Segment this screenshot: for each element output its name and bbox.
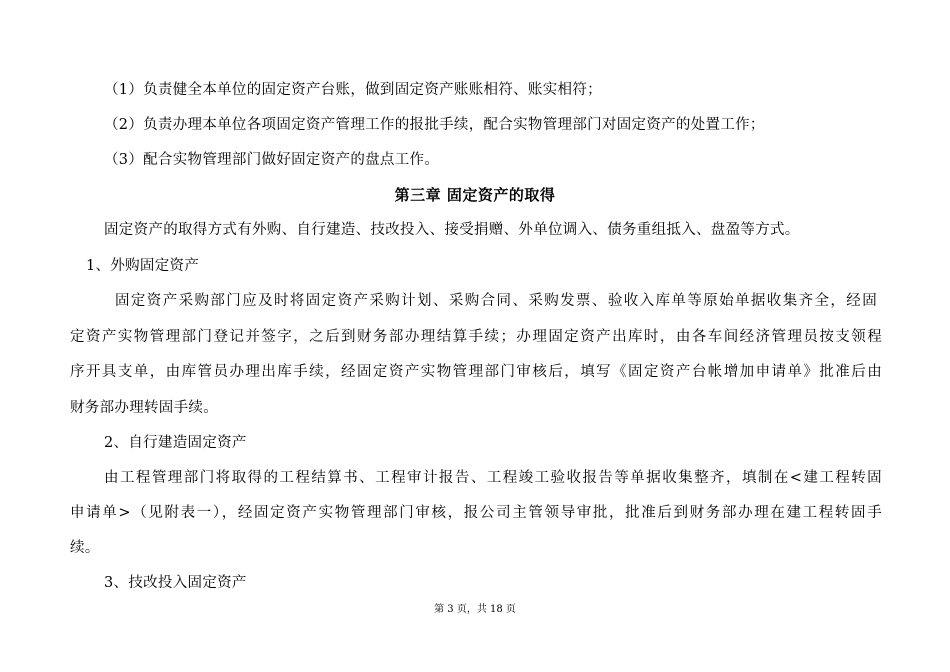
intro-paragraph: 固定资产的取得方式有外购、自行建造、技改投入、接受捐赠、外单位调入、债务重组抵入、盘盈等方式。 (104, 222, 800, 238)
self-build-heading: 2、自行建造固定资产 (104, 435, 247, 451)
self-build-paragraph-line-3: 续。 (70, 540, 100, 556)
chapter-title: 第三章 固定资产的取得 (394, 186, 556, 204)
purchase-paragraph-line-3: 序开具支单，由库管员办理出库手续，经固定资产实物管理部门审核后，填写《固定资产台帐增加申请单》批准后由 (70, 364, 882, 380)
tech-invest-heading: 3、技改投入固定资产 (104, 575, 247, 591)
purchase-paragraph-line-4: 财务部办理转固手续。 (70, 400, 218, 416)
responsibility-item-3: （3）配合实物管理部门做好固定资产的盘点工作。 (104, 152, 440, 168)
self-build-paragraph-line-1: 由工程管理部门将取得的工程结算书、工程审计报告、工程竣工验收报告等单据收集整齐，填制在<建工程转固 (104, 470, 882, 486)
purchase-paragraph-line-2: 定资产实物管理部门登记并签字，之后到财务部办理结算手续；办理固定资产出库时，由各车间经济管理员按支领程 (70, 329, 882, 345)
responsibility-item-2: （2）负责办理本单位各项固定资产管理工作的报批手续，配合实物管理部门对固定资产的处置工作； (104, 117, 765, 133)
purchase-paragraph-line-1: 固定资产采购部门应及时将固定资产采购计划、采购合同、采购发票、验收入库单等原始单据收集齐全，经固 (115, 293, 877, 309)
purchase-heading: 1、外购固定资产 (86, 258, 200, 274)
responsibility-item-1: （1）负责健全本单位的固定资产台账，做到固定资产账账相符、账实相符； (104, 82, 602, 98)
self-build-paragraph-line-2: 申请单>（见附表一），经固定资产实物管理部门审核，报公司主管领导审批，批准后到财务部办理在建工程转固手 (70, 505, 882, 521)
page-number-footer: 第 3 页，共 18 页 (434, 604, 516, 615)
